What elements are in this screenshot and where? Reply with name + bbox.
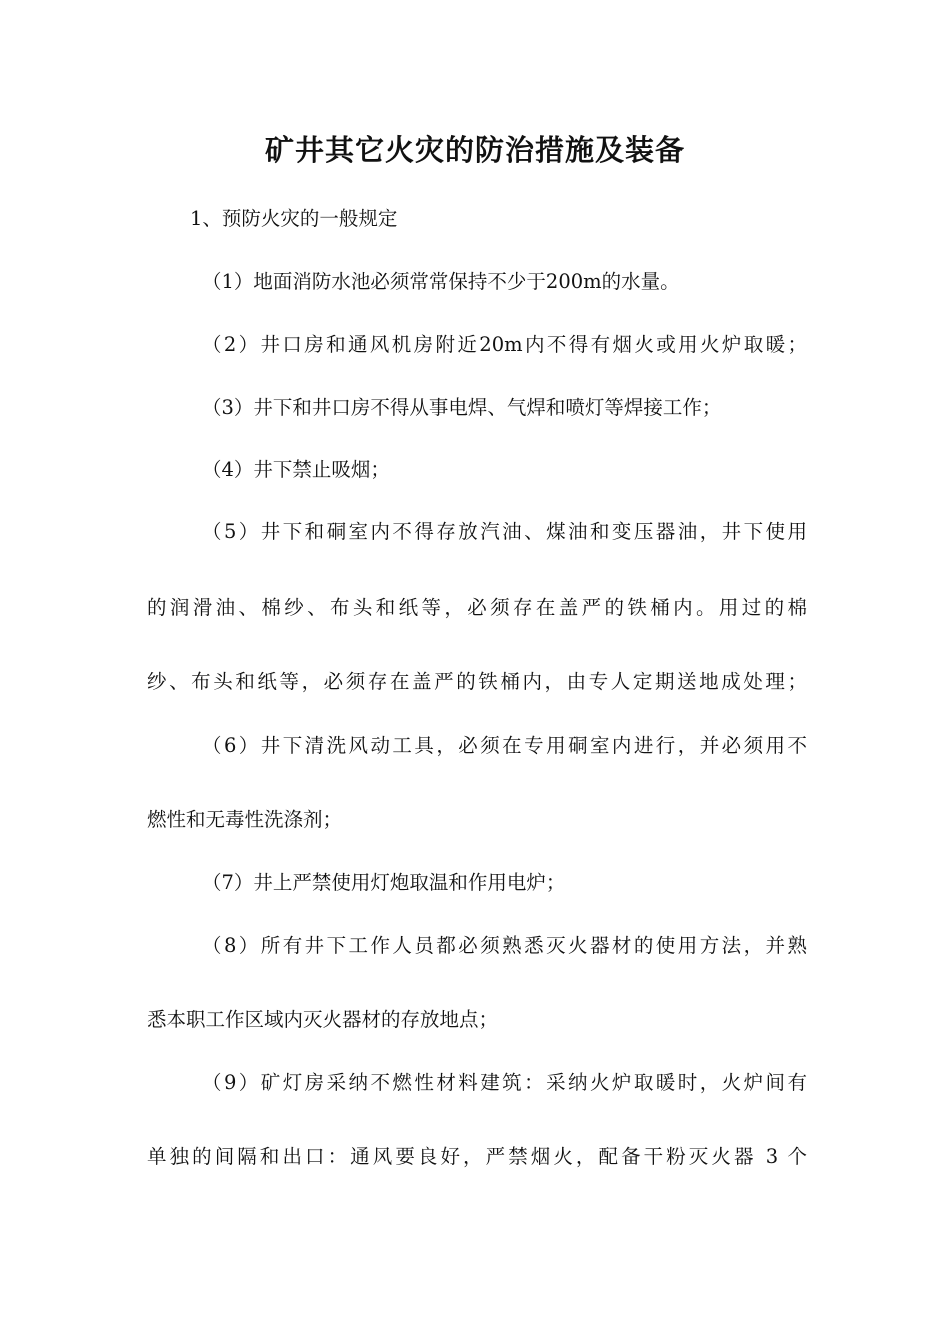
- paragraph-line: 燃性和无毒性洗涤剂；: [147, 808, 343, 831]
- paragraph-line: 的润滑油、棉纱、布头和纸等，必须存在盖严的铁桶内。用过的棉: [147, 596, 807, 619]
- paragraph-line: （9）矿灯房采纳不燃性材料建筑：采纳火炉取暖时，火炉间有: [202, 1071, 807, 1094]
- paragraph-line: （6）井下清洗风动工具，必须在专用硐室内进行，并必须用不: [202, 734, 807, 757]
- paragraph-line: （8）所有井下工作人员都必须熟悉灭火器材的使用方法，并熟: [202, 934, 807, 957]
- paragraph-line: （4）井下禁止吸烟；: [202, 458, 390, 481]
- paragraph-line: 纱、布头和纸等，必须存在盖严的铁桶内，由专人定期送地成处理；: [147, 670, 807, 693]
- paragraph-line: （3）井下和井口房不得从事电焊、气焊和喷灯等焊接工作；: [202, 396, 722, 419]
- page-title: 矿井其它火灾的防治措施及装备: [264, 133, 685, 167]
- paragraph-line: （5）井下和硐室内不得存放汽油、煤油和变压器油，井下使用: [202, 520, 807, 543]
- paragraph-line: （2）井口房和通风机房附近20m内不得有烟火或用火炉取暖；: [202, 333, 807, 356]
- paragraph-line: 单独的间隔和出口：通风要良好，严禁烟火，配备干粉灭火器 3 个: [147, 1145, 807, 1168]
- paragraph-line: （1）地面消防水池必须常常保持不少于200m的水量。: [202, 270, 680, 293]
- section-heading: 1、预防火灾的一般规定: [190, 207, 398, 230]
- paragraph-line: （7）井上严禁使用灯炮取温和作用电炉；: [202, 871, 566, 894]
- paragraph-line: 悉本职工作区域内灭火器材的存放地点；: [147, 1008, 499, 1031]
